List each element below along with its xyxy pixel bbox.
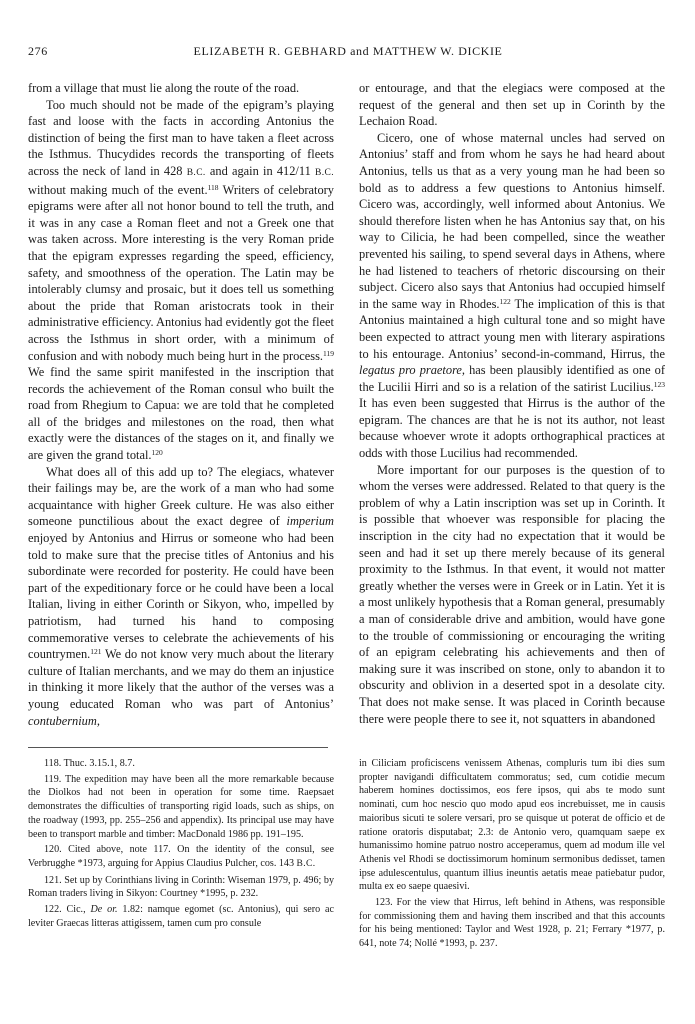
page-header bbox=[28, 44, 668, 60]
footnote: 120. Cited above, note 117. On the identity of the consul, see Verbrugghe *1973, arguing for Appius Claudius Pulcher, cos. 143 B.C. bbox=[28, 844, 334, 869]
running-head: ELIZABETH R. GEBHARD and MATTHEW W. DICKIE bbox=[193, 44, 503, 58]
paragraph: What does all of this add up to? The elegiacs, whatever their failings may be, are the work of a man who had some acquaintance with higher Greek culture. He was also either someone punctilious about the exact degree of imperium enjoyed by Antonius and Hirrus or someone who had been told to make sure that the precise titles of Antonius and his subordinate were recorded for posterity. He could have been part of the expeditionary force or he could have been a local Italian, living in either Corinth or Sikyon, who, impelled by patriotism, had turned his hand to composing commemorative verses to celebrate the achievements of his countrymen.$^{121}$ We do not know very much about the literary culture of Italian merchants, and we may do them an injustice in thinking it more likely that the author of the verses was a young educated Roman who was part of Antonius’ contubernium, bbox=[28, 464, 334, 728]
footnote: in Ciliciam proficiscens venissem Athenas, compluris tum ibi dies sum propter navigandi difficultatem commoratus; sed, cum cotidie mecum haberem homines doctissimos, eos fere ipsos, qui abs te modo sunt nominati, cum hoc nescio quo modo apud eos increbuisset, me in causis maioribus sicuti te solere versari, pro se quisque ut poterat de officio et de ratione oratoris disputabat; 2.3: de Antonio vero, quamquam saepe ex humanissimo homine patruo nostro acceperamus, quem ad modum ille vel Athenis vel Rhodi se doctissimorum hominum sermonibus dedisset, tamen ipse adulescentulus, quantum illius ineuntis aetatis meae patiebatur pudor, multa ex eo saepe quaesivi. bbox=[359, 758, 665, 893]
footnote-ref: 119 bbox=[323, 348, 334, 358]
footnote-ref: 123 bbox=[653, 379, 665, 389]
paragraph: or entourage, and that the elegiacs were composed at the request of the general and then set up in Corinth by the Lechaion Road. bbox=[359, 81, 665, 129]
footnote-ref: 120 bbox=[151, 448, 163, 458]
paragraph: from a village that must lie along the route of the road. bbox=[28, 81, 300, 95]
footnote: 121. Set up by Corinthians living in Corinth: Wiseman 1979, p. 496; by Roman traders living in Sikyon: Courtney *1995, p. 232. bbox=[28, 874, 334, 900]
footnote-ref: 118 bbox=[207, 182, 219, 192]
page-number: 276 bbox=[28, 44, 48, 58]
footnote: 122. Cic., De or. 1.82: namque egomet (sc. Antonius), qui sero ac leviter Graecas litteras attigissem, tamen cum pro consule bbox=[28, 904, 334, 929]
footnotes-left bbox=[28, 757, 334, 932]
footnote: 119. The expedition may have been all the more remarkable because the Diolkos had not been in operation for some time. Raepsaet demonstrates the difficulties of transporting rigid loads, such as ships, on the roadway (1993, pp. 255–256 and appendix). Its principal use may have been to transport marble and timber: MacDonald 1986 pp. 191–195. bbox=[28, 773, 334, 840]
paragraph: More important for our purposes is the question of to whom the verses were addressed. Related to that query is the problem of why a Latin inscription was set up in Corinth. It is possible that whoever was responsible for placing the inscription in the city had no expectation that it would be seen and had it set up there merely because of its general proximity to the Isthmus. In that event, it would not matter greatly whether the verses were in Greek or in Latin. Yet it is a most unlikely hypothesis that a Roman general, presumably a man of considerable drive and ambition, would have gone to the trouble of commissioning or encouraging the writing of an epigram celebrating his achievements and then of making sure it was inscribed on stone, only to abandon it to obscurity and oblivion in a deserted spot in a desolate city. That does not make sense. It was placed in Corinth because there were people there to see it, not squatters in abandoned bbox=[359, 462, 665, 726]
left-column bbox=[28, 80, 334, 729]
right-column bbox=[359, 80, 665, 727]
footnote-divider bbox=[28, 747, 328, 748]
footnote: 118. Thuc. 3.15.1, 8.7. bbox=[44, 758, 135, 769]
paragraph: Too much should not be made of the epigram’s playing fast and loose with the facts in according Antonius the distinction of being the first man to have taken a fleet across the Isthmus. Thucydides records the transporting of fleets across the neck of land in 428 B.C. and again in 412/11 B.C. without making much of the event.$^{118}$ Writers of celebratory epigrams were after all not honor bound to tell the truth, and it was in any case a Roman fleet and not a Greek one that was taken across. More interesting is the very Roman pride that the epigram expresses regarding the speed, efficiency, safety, and smoothness of the operation. The Latin may be intolerably clumsy and prosaic, but it does tell us something about the pride that Roman aristocrats took in their administrative efficiency. Antonius had evidently got the fleet across the Isthmus in short order, with a minimum of confusion and with nobody much being hurt in the process.$^{119}$ We find the same spirit manifested in the inscription that records the achievement of the Roman consul who built the road from Rhegium to Capua: we are told that he completed all of the bridges and milestones on the road, then what exactly were the distances of the stages on it, and finally we are given the grand total.$^{120}$ bbox=[28, 97, 335, 463]
footnote: 123. For the view that Hirrus, left behind in Athens, was responsible for commissioning them and having them inscribed and that this accounts for his being mentioned: Taylor and West 1928, p. 21; Ferrary *1977, p. 641, note 74; Nollé *1993, p. 237. bbox=[359, 897, 665, 950]
footnote-ref: 122 bbox=[499, 296, 511, 306]
paragraph: Cicero, one of whose maternal uncles had served on Antonius’ staff and from whom he says he had heard about Antonius, tells us that as a very young man he had been so bold as to address a few questions to Antonius himself. Cicero was, accordingly, well informed about Antonius. We should therefore listen when he has Antonius say that, on his way to Cilicia, he had been compelled, since the weather prevented his sailing, to spend several days in Athens, where he had listened to teachers of rhetoric discoursing on their subject. Cicero also says that Antonius had occupied himself in the same way in Rhodes.$^{122}$ The implication of this is that Antonius maintained a high cultural tone and so might have been expected to attract young men with literary aspirations to his entourage. Antonius’ second-in-command, Hirrus, the legatus pro praetore, has been plausibly identified as one of the Lucilii Hirri and so is a relation of the satirist Lucilius.$^{123}$ It has even been suggested that Hirrus is the author of the epigram. The chances are that he is not its author, not least because whoever wrote it adopts orthographical practices at odds with those Lucilius had recommended. bbox=[359, 130, 665, 461]
footnote-ref: 121 bbox=[90, 647, 102, 657]
footnotes-right bbox=[359, 757, 665, 953]
